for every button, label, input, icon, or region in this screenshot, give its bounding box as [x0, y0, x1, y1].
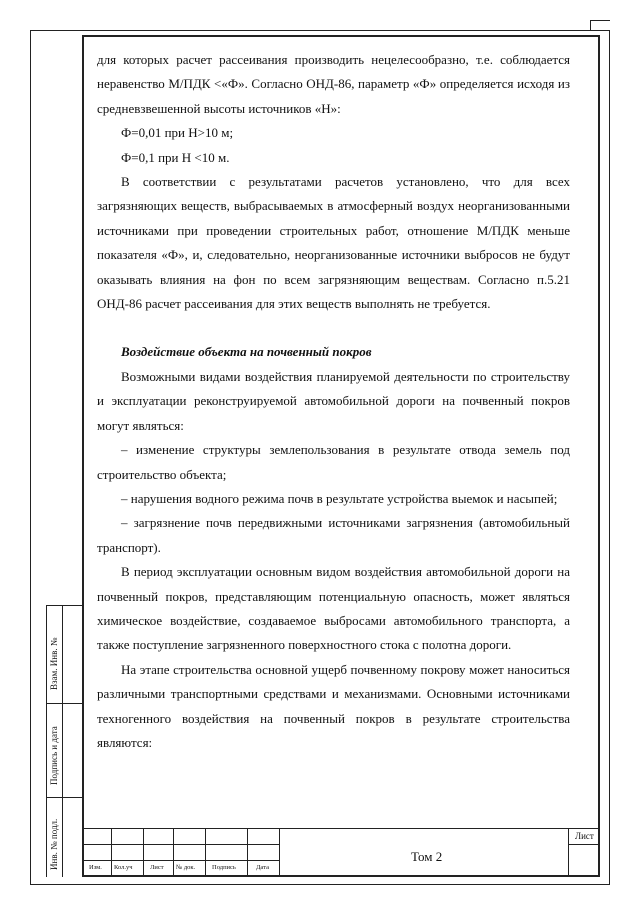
- tb-sheet-row: [568, 844, 600, 845]
- tab-top: [590, 20, 610, 21]
- frame-right: [609, 30, 610, 885]
- tb-header-podpis: Подпись: [212, 864, 236, 871]
- tb-top: [82, 828, 600, 829]
- stamp-col-left: [46, 605, 47, 877]
- tb-col-3: [173, 828, 174, 876]
- paragraph: Ф=0,01 при Н>10 м;: [121, 125, 234, 141]
- tb-col-5: [247, 828, 248, 876]
- podpis-data-label: Подпись и дата: [49, 726, 59, 785]
- tb-header-data: Дата: [256, 864, 269, 871]
- stamp-col-inner: [62, 605, 63, 877]
- paragraph: Возможными видами воздействия планируемой деятельности по строительству и эксплуатации реконструируемой автомобильной дороги на почвенный покров могут являться:: [97, 368, 570, 433]
- sheet-label: Лист: [575, 831, 594, 841]
- frame-top: [30, 30, 610, 31]
- frame-bottom: [30, 884, 610, 885]
- body-text: [97, 48, 570, 755]
- inner-frame-left: [82, 35, 84, 877]
- tb-header-kolvo: Кол.уч: [114, 864, 133, 871]
- inner-frame-right: [598, 35, 600, 877]
- paragraph: В соответствии с результатами расчетов установлено, что для всех загрязняющих веществ, выбрасываемых в атмосферный воздух неорганизованными источниками при проведении строительных работ, отношение М/ПДК меньше показателя «Ф», и, следовательно, неорганизованные источники выбросов не будут оказывать влияния на фон по всем загрязняющим веществам. Согласно п.5.21 ОНД-86 расчет рассеивания для этих веществ выполнять не требуется.: [97, 174, 570, 312]
- tb-header-izm: Изм.: [89, 864, 102, 871]
- frame-left: [30, 30, 31, 885]
- vzam-inv-label: Взам. Инв. №: [49, 637, 59, 690]
- list-item: – нарушения водного режима почв в результате устройства выемок и насыпей;: [121, 490, 558, 506]
- inner-frame-bottom: [82, 875, 600, 877]
- tb-col-2: [143, 828, 144, 876]
- stamp-div-1: [46, 605, 83, 606]
- paragraph: В период эксплуатации основным видом воздействия автомобильной дороги на почвенный покров, представляющим потенциальную опасность, может являться химическое воздействие, создаваемое выбросами автомобильного транспорта, а также поступление загрязненного поверхностного стока с полотна дороги.: [97, 564, 570, 653]
- tb-header-ndok: № док.: [176, 864, 196, 871]
- stamp-div-3: [46, 797, 83, 798]
- tb-sheet-col: [568, 828, 569, 876]
- paragraph: для которых расчет рассеивания производить нецелесообразно, т.е. соблюдается неравенство М/ПДК <«Ф». Согласно ОНД-86, параметр «Ф» определяется исходя из средневзвешенной высоты источников «Н»:: [97, 52, 570, 116]
- paragraph: Ф=0,1 при Н <10 м.: [121, 149, 230, 165]
- list-item: – загрязнение почв передвижными источниками загрязнения (автомобильный транспорт).: [97, 515, 570, 555]
- stamp-div-2: [46, 703, 83, 704]
- tb-col-6: [279, 828, 280, 876]
- list-item: – изменение структуры землепользования в результате отвода земель под строительство объекта;: [97, 442, 570, 482]
- paragraph: На этапе строительства основной ущерб почвенному покрову может наноситься различными транспортными средствами и механизмами. Основными источниками техногенного воздействия на почвенный покров в результате строительства являются:: [97, 661, 570, 750]
- section-heading: Воздействие объекта на почвенный покров: [121, 344, 372, 360]
- tab-left: [590, 20, 591, 31]
- tb-col-1: [111, 828, 112, 876]
- inner-frame-top: [82, 35, 600, 37]
- tb-col-4: [205, 828, 206, 876]
- volume-label: Том 2: [411, 849, 443, 864]
- tb-header-list: Лист: [150, 864, 164, 871]
- inv-podl-label: Инв. № подл.: [49, 818, 59, 870]
